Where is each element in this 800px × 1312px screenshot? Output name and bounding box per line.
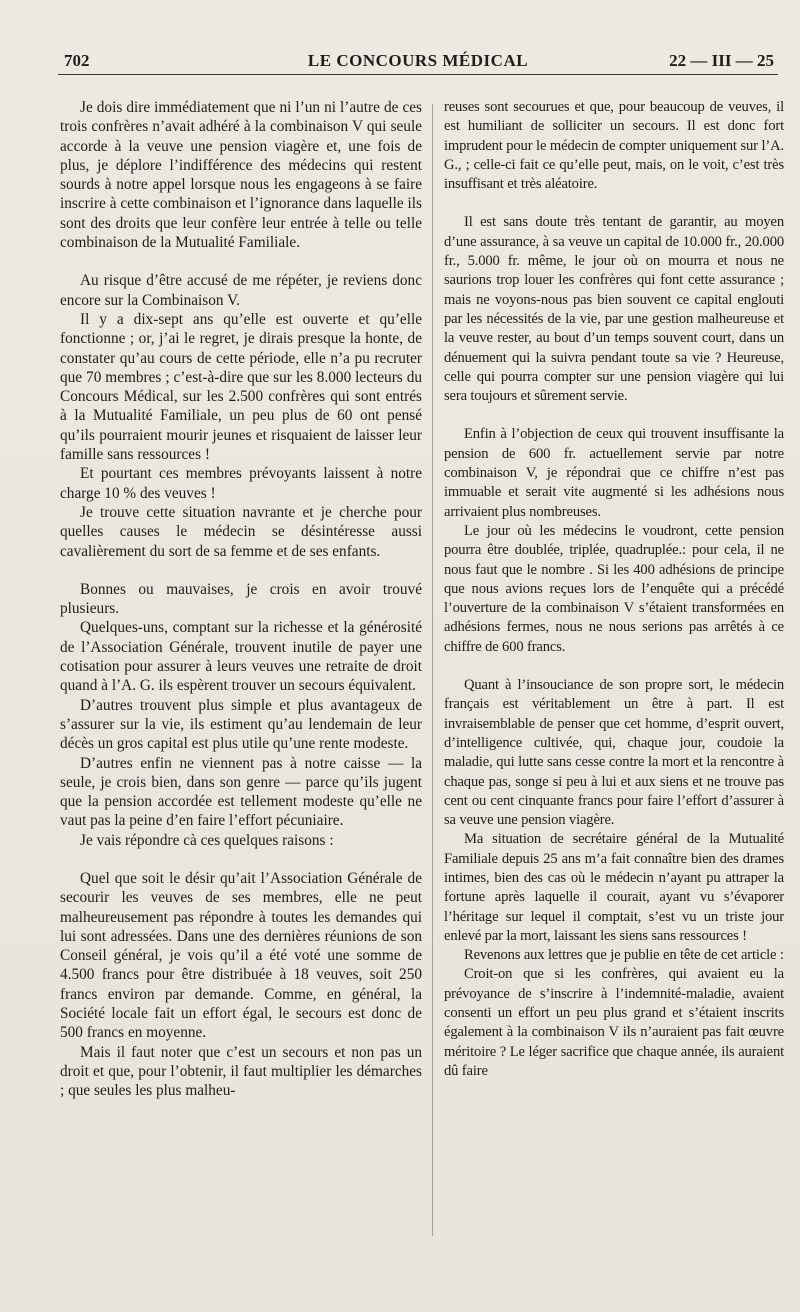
paragraph: D’autres enfin ne viennent pas à notre caisse — la seule, je crois bien, dans son genre — parce qu’ils jugent que la pension accordée est tellement modeste qu’elle ne vaut pas la peine d’en faire l’effort pécuniaire. — [60, 754, 422, 830]
page-number: 702 — [64, 51, 90, 70]
right-column — [444, 98, 784, 1081]
issue-date: 22 — III — 25 — [669, 51, 774, 70]
paragraph: Il y a dix-sept ans qu’elle est ouverte et qu’elle fonctionne ; or, j’ai le regret, je dirais presque la honte, de constater qu’au cours de cette période, elle n’a pu recruter que 70 membres ; c’est-à-dire que sur les 8.000 lecteurs du Concours Médical, sur les 2.500 confrères qui sont entrés à la Mutualité Familiale, un peu plus de 60 ont pensé qu’ils pourraient mourir jeunes et risquaient de laisser leur famille sans ressources ! — [60, 310, 422, 464]
paragraph: Et pourtant ces membres prévoyants laissent à notre charge 10 % des veuves ! — [60, 465, 422, 502]
paragraph: Quant à l’insouciance de son propre sort, le médecin français est véritablement un être à part. Il est invraisemblable de penser que cet homme, d’esprit ouvert, d’intelligence cultivée, qui, chaque jour, coudoie la maladie, qui lutte sans cesse contre la mort et la rencontre à chaque pas, songe si peu à lui et aux siens et ne trouve pas cent ou cent cinquante francs pour faire l’effort d’assurer à sa veuve une pension viagère. — [444, 677, 784, 829]
paragraph: Ma situation de secrétaire général de la Mutualité Familiale depuis 25 ans m’a fait connaître bien des drames intimes, bien des cas où le médecin n’ayant pu attraper la fortune après laquelle il courait, ayant vu s’évaporer l’héritage sur lequel il comptait, s’est vu un triste jour enlevé par la mort, laissant les siens sans ressources ! — [444, 831, 784, 944]
paragraph: Au risque d’être accusé de me répéter, je reviens donc encore sur la Combinaison V. — [60, 272, 422, 309]
paragraph: Quel que soit le désir qu’ait l’Association Générale de secourir les veuves de ses membres, elle ne peut malheureusement pas répondre à toutes les demandes qui lui sont adressées. Dans une des dernières réunions de son Conseil général, je vois qu’il a été voté une somme de 4.500 francs pour être distribuée à 18 veuves, soit 250 francs environ par demande. Comme, en général, la Société locale fait un effort égal, le secours est donc de 500 francs en moyenne. — [60, 869, 422, 1042]
paragraph: Je dois dire immédiatement que ni l’un ni l’autre de ces trois confrères n’avait adhéré à la combinaison V qui seule accorde à la veuve une pension viagère et, une fois de plus, je déplore l’indifférence des médecins qui restent sourds à notre appel lorsque nous les engageons à se faire inscrire à cette combinaison et l’ignorance dans laquelle ils sont des droits que leur confère leur entrée à telle ou telle combinaison de la Mutualité Familiale. — [60, 99, 422, 252]
paragraph: Revenons aux lettres que je publie en tête de cet article : — [464, 947, 784, 964]
paragraph: D’autres trouvent plus simple et plus avantageux de s’assurer sur la vie, ils estiment qu’au lendemain de leur décès un gros capital est plus utile qu’une rente modeste. — [60, 696, 422, 753]
paragraph: Quelques-uns, comptant sur la richesse et la générosité de l’Association Générale, trouvent inutile de payer une cotisation pour assurer à leurs veuves une retraite de droit quand à l’A. G. ils espèrent trouver un secours équivalent. — [60, 619, 422, 695]
paragraph: Il est sans doute très tentant de garantir, au moyen d’une assurance, à sa veuve un capital de 10.000 fr., 20.000 fr., 5.000 fr. même, le jour où on mourra et nous ne saurions trop louer les confrères qui font cette assurance ; mais ne voyons-nous pas bien souvent ce capital englouti par les nécessités de la vie, par une gestion malheureuse et la veuve rester, au bout d’un temps souvent court, dans un dénuement qui la suivra pendant toute sa vie ? Heureuse, celle qui pourra compter sur une pension viagère qui lui sera toujours et sûrement servie. — [444, 214, 784, 405]
journal-title: LE CONCOURS MÉDICAL — [307, 51, 529, 70]
paragraph: Je trouve cette situation navrante et je cherche pour quelles causes le médecin se désintéresse aussi cavalièrement du sort de sa femme et de ses enfants. — [60, 503, 422, 560]
paragraph: Enfin à l’objection de ceux qui trouvent insuffisante la pension de 600 fr. actuellement servie par notre combinaison V, je répondrai que ce chiffre n’est pas immuable et serait vite augmenté si les adhésions nous arrivaient plus nombreuses. — [444, 426, 784, 520]
running-head — [58, 48, 778, 75]
paragraph: Je vais répondre cà ces quelques raisons : — [80, 831, 334, 849]
paragraph: Bonnes ou mauvaises, je crois en avoir trouvé plusieurs. — [60, 580, 422, 618]
paragraph: Le jour où les médecins le voudront, cette pension pourra être doublée, triplée, quadruplée.: pour cela, il ne nous faut que le nombre . Si les 400 adhésions de principe que nous avions reçues lors de l’enquête qui a précédé l’ouverture de la combinaison V s’étaient transformées en adhésions fermes, nous ne nous serions pas arrêtés à ce chiffre de 600 francs. — [444, 522, 784, 655]
paragraph: Mais il faut noter que c’est un secours et non pas un droit et que, pour l’obtenir, il faut multiplier les démarches ; que seules les plus malheu- — [60, 1043, 422, 1100]
left-column — [60, 98, 422, 1101]
paragraph: Croit-on que si les confrères, qui avaient eu la prévoyance de s’inscrire à l’indemnité-maladie, avaient consenti un effort un peu plus grand et s’étaient inscrits également à la combinaison V ils n’auraient pas fait œuvre méritoire ? Le léger sacrifice que chaque année, ils auraient dû faire — [444, 966, 784, 1079]
column-divider — [432, 104, 433, 1236]
paragraph: reuses sont secourues et que, pour beaucoup de veuves, il est humiliant de solliciter un secours. Il est donc fort imprudent pour le médecin de compter uniquement sur l’A. G., ; celle-ci fait ce qu’elle peut, mais, on le voit, c’est très insuffisant et très aléatoire. — [444, 99, 784, 193]
